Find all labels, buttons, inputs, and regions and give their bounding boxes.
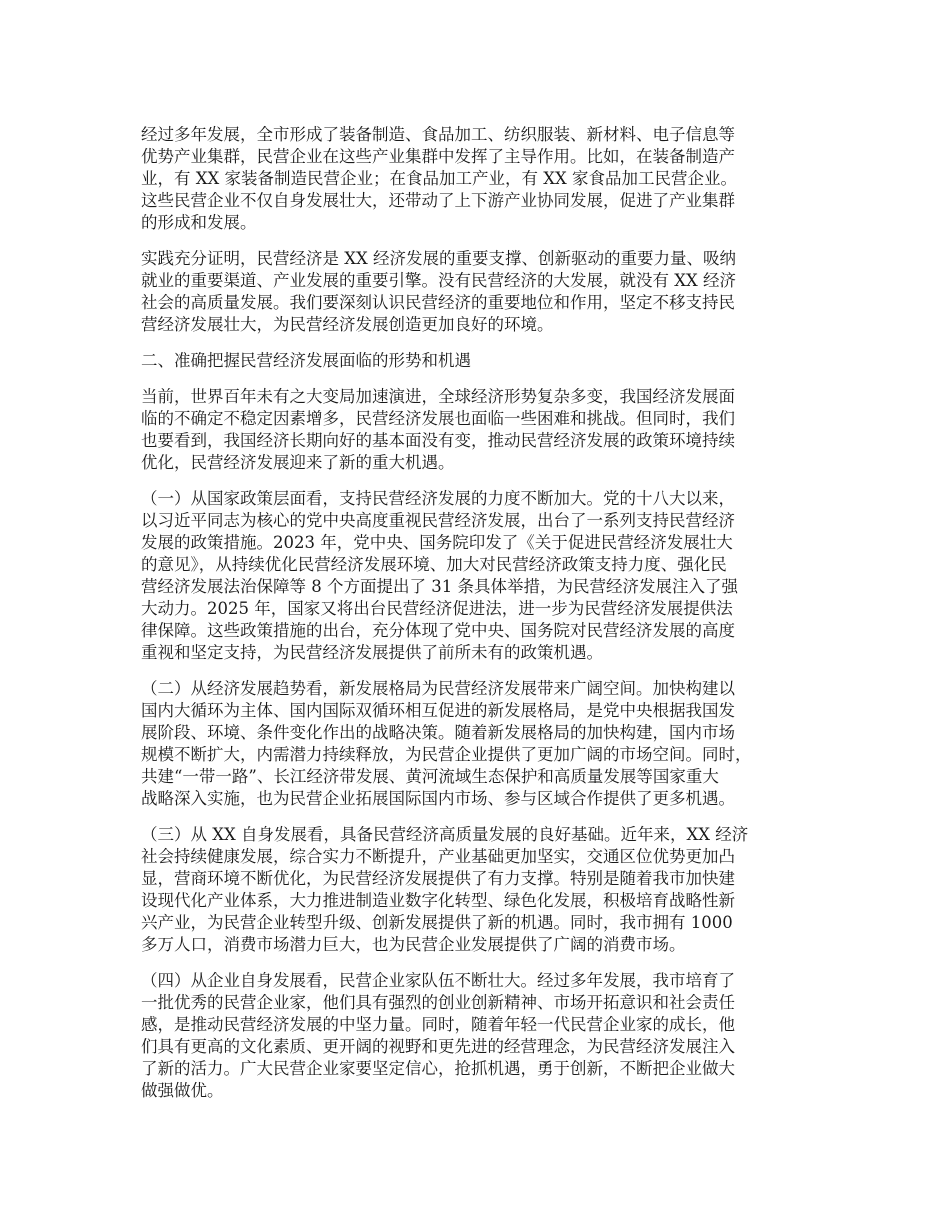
text-line: 了新的活力。广大民营企业家要坚定信心，抢抓机遇，勇于创新，不断把企业做大 <box>141 1059 735 1078</box>
text-line: 的形成和发展。 <box>141 213 257 232</box>
text-line: 战略深入实施，也为民营企业拓展国际国内市场、参与区域合作提供了更多机遇。 <box>141 789 735 808</box>
document-page <box>141 124 831 1116</box>
text-line: 感，是推动民营经济发展的中坚力量。同时，随着年轻一代民营企业家的成长，他 <box>141 1015 735 1034</box>
text-line: 也要看到，我国经济长期向好的基本面没有变，推动民营经济发展的政策环境持续 <box>141 431 735 450</box>
text-line: 律保障。这些政策措施的出台，充分体现了党中央、国务院对民营经济发展的高度 <box>141 621 735 640</box>
text-line: （三）从 XX 自身发展看，具备民营经济高质量发展的良好基础。近年来，XX 经济 <box>141 825 749 844</box>
text-line: 国内大循环为主体、国内国际双循环相互促进的新发展格局，是党中央根据我国发 <box>141 701 735 720</box>
text-line: 重视和坚定支持，为民营经济发展提供了前所未有的政策机遇。 <box>141 643 603 662</box>
text-line: 经过多年发展，全市形成了装备制造、食品加工、纺织服装、新材料、电子信息等 <box>141 125 735 144</box>
text-line: 共建“一带一路”、长江经济带发展、黄河流域生态保护和高质量发展等国家重大 <box>141 767 719 786</box>
paragraph-local-foundation <box>141 824 831 956</box>
text-line: 社会持续健康发展，综合实力不断提升，产业基础更加坚实，交通区位优势更加凸 <box>141 847 735 866</box>
text-line: 优化，民营经济发展迎来了新的重大机遇。 <box>141 453 455 472</box>
paragraph-current-situation <box>141 386 831 474</box>
text-line: 临的不确定不稳定因素增多，民营经济发展也面临一些困难和挑战。但同时，我们 <box>141 409 735 428</box>
heading-text: 二、准确把握民营经济发展面临的形势和机遇 <box>141 351 471 370</box>
text-line: 大动力。2025 年，国家又将出台民营经济促进法，进一步为民营经济发展提供法 <box>141 599 733 618</box>
text-line: 就业的重要渠道、产业发展的重要引擎。没有民营经济的大发展，就没有 XX 经济 <box>141 271 736 290</box>
text-line: 显，营商环境不断优化，为民营经济发展提供了有力支撑。特别是随着我市加快建 <box>141 869 735 888</box>
text-line: （四）从企业自身发展看，民营企业家队伍不断壮大。经过多年发展，我市培育了 <box>141 971 735 990</box>
paragraph-economic-trend <box>141 678 831 810</box>
text-line: 们具有更高的文化素质、更开阔的视野和更先进的经营理念，为民营经济发展注入 <box>141 1037 735 1056</box>
text-line: 业，有 XX 家装备制造民营企业；在食品加工产业，有 XX 家食品加工民营企业。 <box>141 169 737 188</box>
text-line: 以习近平同志为核心的党中央高度重视民营经济发展，出台了一系列支持民营经济 <box>141 511 735 530</box>
text-line: （一）从国家政策层面看，支持民营经济发展的力度不断加大。党的十八大以来， <box>141 489 735 508</box>
text-line: 社会的高质量发展。我们要深刻认识民营经济的重要地位和作用，坚定不移支持民 <box>141 293 735 312</box>
text-line: 实践充分证明，民营经济是 XX 经济发展的重要支撑、创新驱动的重要力量、吸纳 <box>141 249 736 268</box>
text-line: 一批优秀的民营企业家，他们具有强烈的创业创新精神、市场开拓意识和社会责任 <box>141 993 735 1012</box>
text-line: （二）从经济发展趋势看，新发展格局为民营经济发展带来广阔空间。加快构建以 <box>141 679 735 698</box>
text-line: 这些民营企业不仅自身发展壮大，还带动了上下游产业协同发展，促进了产业集群 <box>141 191 735 210</box>
text-line: 营经济发展壮大，为民营经济发展创造更加良好的环境。 <box>141 315 554 334</box>
text-line: 做强做优。 <box>141 1081 224 1100</box>
text-line: 兴产业，为民营企业转型升级、创新发展提供了新的机遇。同时，我市拥有 1000 <box>141 913 733 932</box>
paragraph-national-policy <box>141 488 831 664</box>
text-line: 发展的政策措施。2023 年，党中央、国务院印发了《关于促进民营经济发展壮大 <box>141 533 733 552</box>
text-line: 规模不断扩大，内需潜力持续释放，为民营企业提供了更加广阔的市场空间。同时， <box>141 745 752 764</box>
text-line: 设现代化产业体系，大力推进制造业数字化转型、绿色化发展，积极培育战略性新 <box>141 891 735 910</box>
text-line: 多万人口，消费市场潜力巨大，也为民营企业发展提供了广阔的消费市场。 <box>141 935 686 954</box>
text-line: 当前，世界百年未有之大变局加速演进，全球经济形势复杂多变，我国经济发展面 <box>141 387 735 406</box>
text-line: 展阶段、环境、条件变化作出的战略决策。随着新发展格局的加快构建，国内市场 <box>141 723 735 742</box>
text-line: 优势产业集群，民营企业在这些产业集群中发挥了主导作用。比如，在装备制造产 <box>141 147 735 166</box>
paragraph-entrepreneurs <box>141 970 831 1102</box>
paragraph-industry-clusters <box>141 124 831 234</box>
paragraph-practice-proves <box>141 248 831 336</box>
text-line: 营经济发展法治保障等 8 个方面提出了 31 条具体举措，为民营经济发展注入了强 <box>141 577 738 596</box>
section-heading <box>141 350 831 372</box>
text-line: 的意见》，从持续优化民营经济发展环境、加大对民营经济政策支持力度、强化民 <box>141 555 727 574</box>
